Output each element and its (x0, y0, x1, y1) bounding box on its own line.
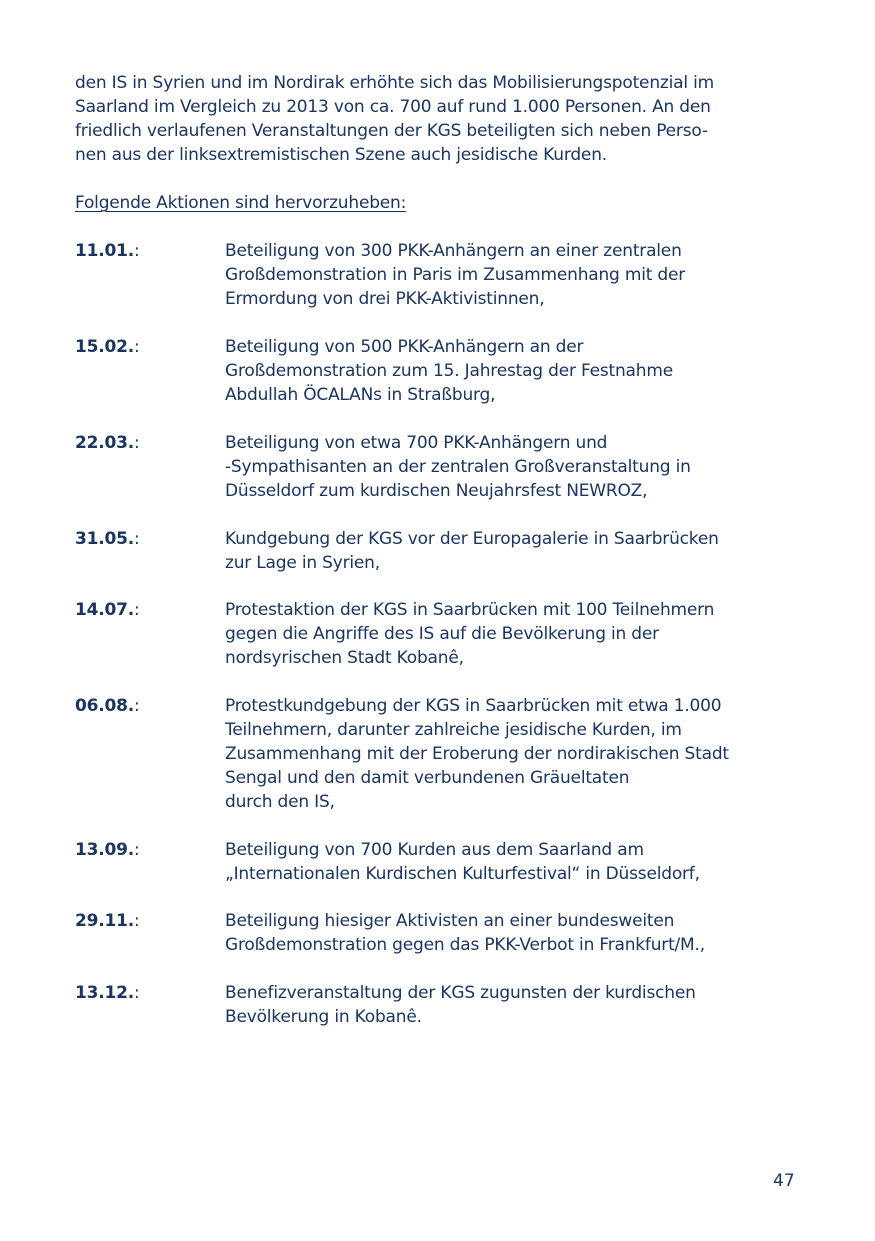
description-line: Beteiligung hiesiger Aktivisten an einer bundesweiten (225, 911, 675, 931)
intro-line: nen aus der linksextremistischen Szene auch jesidische Kurden. (75, 145, 607, 165)
intro-line: Saarland im Vergleich zu 2013 von ca. 700 auf rund 1.000 Personen. An den (75, 97, 711, 117)
section-heading: Folgende Aktionen sind hervorzuheben: (75, 193, 407, 213)
description-line: Abdullah ÖCALANs in Straßburg, (225, 385, 496, 405)
event-description (225, 598, 815, 670)
description-line: Beteiligung von etwa 700 PKK-Anhängern und (225, 433, 608, 453)
event-description (225, 239, 815, 311)
event-date: 31.05.: (75, 529, 140, 549)
event-date: 06.08.: (75, 696, 140, 716)
event-description (225, 838, 815, 886)
description-line: „Internationalen Kurdischen Kulturfestival“ in Düsseldorf, (225, 864, 700, 884)
event-description (225, 335, 815, 407)
event-date: 29.11.: (75, 911, 140, 931)
description-line: Beteiligung von 500 PKK-Anhängern an der (225, 337, 584, 357)
description-line: Benefizveranstaltung der KGS zugunsten der kurdischen (225, 983, 696, 1003)
event-description (225, 431, 815, 503)
event-date: 13.09.: (75, 840, 140, 860)
event-description (225, 694, 815, 814)
description-line: Kundgebung der KGS vor der Europagalerie in Saarbrücken (225, 529, 719, 549)
description-line: gegen die Angriffe des IS auf die Bevölkerung in der (225, 624, 659, 644)
description-line: Beteiligung von 700 Kurden aus dem Saarland am (225, 840, 644, 860)
description-line: Sengal und den damit verbundenen Gräueltaten (225, 768, 630, 788)
description-line: Protestkundgebung der KGS in Saarbrücken mit etwa 1.000 (225, 696, 722, 716)
event-description (225, 909, 815, 957)
description-line: Beteiligung von 300 PKK-Anhängern an einer zentralen (225, 241, 682, 261)
description-line: Großdemonstration gegen das PKK-Verbot in Frankfurt/M., (225, 935, 705, 955)
description-line: -Sympathisanten an der zentralen Großveranstaltung in (225, 457, 691, 477)
description-line: Bevölkerung in Kobanê. (225, 1007, 422, 1027)
event-description (225, 527, 815, 575)
description-line: Düsseldorf zum kurdischen Neujahrsfest NEWROZ, (225, 481, 648, 501)
event-date: 15.02.: (75, 337, 140, 357)
description-line: Großdemonstration in Paris im Zusammenhang mit der (225, 265, 686, 285)
intro-line: den IS in Syrien und im Nordirak erhöhte sich das Mobilisierungspotenzial im (75, 73, 714, 93)
event-date: 22.03.: (75, 433, 140, 453)
description-line: durch den IS, (225, 792, 335, 812)
intro-paragraph (75, 71, 805, 167)
event-date: 11.01.: (75, 241, 140, 261)
page-number: 47 (773, 1171, 795, 1191)
intro-line: friedlich verlaufenen Veranstaltungen der KGS beteiligten sich neben Perso- (75, 121, 708, 141)
description-line: Zusammenhang mit der Eroberung der nordirakischen Stadt (225, 744, 729, 764)
description-line: Großdemonstration zum 15. Jahrestag der Festnahme (225, 361, 673, 381)
event-date: 13.12.: (75, 983, 140, 1003)
description-line: Ermordung von drei PKK-Aktivistinnen, (225, 289, 545, 309)
description-line: zur Lage in Syrien, (225, 553, 380, 573)
description-line: Protestaktion der KGS in Saarbrücken mit 100 Teilnehmern (225, 600, 715, 620)
event-description (225, 981, 815, 1029)
description-line: Teilnehmern, darunter zahlreiche jesidische Kurden, im (225, 720, 682, 740)
description-line: nordsyrischen Stadt Kobanê, (225, 648, 464, 668)
event-date: 14.07.: (75, 600, 140, 620)
